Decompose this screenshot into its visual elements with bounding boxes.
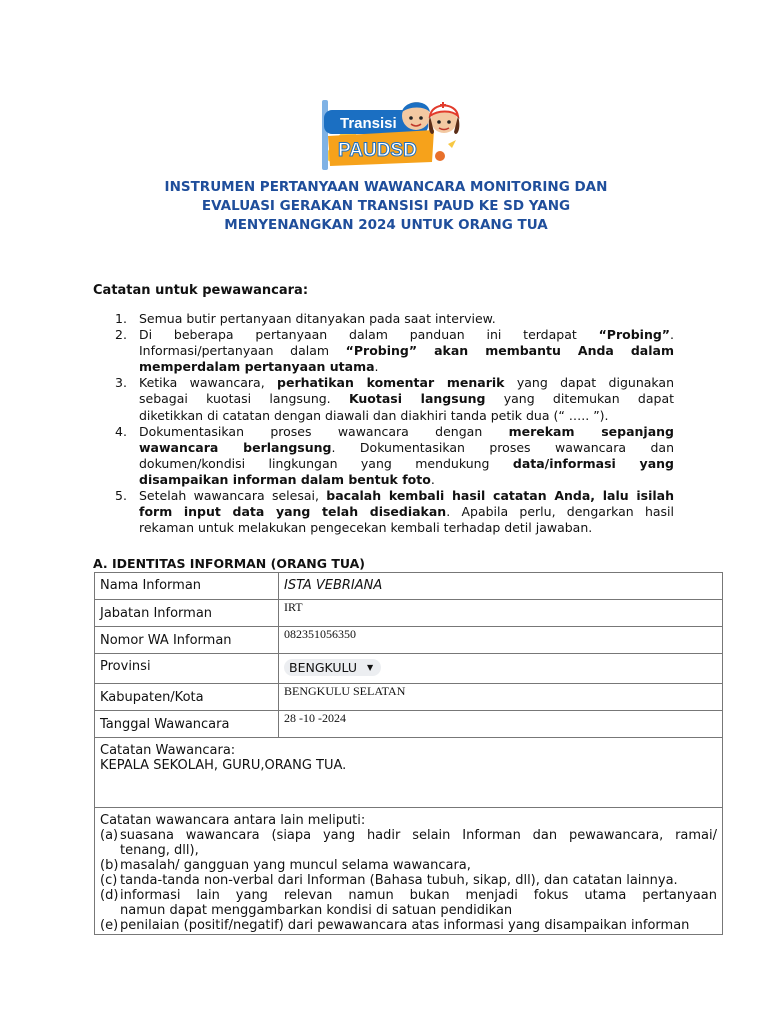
- list-text: namun dapat menggambarkan kondisi di satuan pendidikan: [120, 903, 513, 918]
- note-bold: “Probing”: [598, 327, 671, 343]
- meliputi-item-c: [100, 873, 717, 888]
- chevron-down-icon: ▼: [367, 663, 374, 672]
- provinsi-cell: [279, 654, 723, 684]
- note-bold: bacalah kembali hasil catatan Anda, lalu isilah: [326, 488, 674, 504]
- note-number: 4.: [115, 423, 127, 439]
- note-bold: data/informasi yang: [512, 455, 674, 471]
- meliputi-item-b: [100, 858, 717, 873]
- tanggal-wawancara-field[interactable]: [279, 711, 723, 738]
- title-line: INSTRUMEN PERTANYAAN WAWANCARA MONITORING DAN: [164, 179, 608, 195]
- list-text: penilaian (positif/negatif) dari pewawancara atas informasi yang disampaikan informan: [120, 918, 690, 933]
- note-bold: form input data yang telah disediakan: [139, 504, 447, 520]
- note-text: Semua butir pertanyaan ditanyakan pada saat interview.: [139, 311, 496, 326]
- note-bold: merekam sepanjang: [508, 423, 674, 439]
- list-marker: (c): [100, 873, 118, 888]
- note-text: dokumen/kondisi lingkungan yang mendukung: [139, 455, 513, 471]
- note-text: . Apabila perlu, dengarkan hasil: [446, 504, 675, 520]
- table-row: [95, 808, 723, 935]
- list-marker: (a): [100, 828, 119, 843]
- title-line: MENYENANGKAN 2024 UNTUK ORANG TUA: [224, 217, 548, 233]
- label-nama-informan: Nama Informan: [95, 573, 279, 600]
- list-marker: (d): [100, 888, 119, 903]
- meliputi-item-d: [100, 888, 717, 918]
- section-a-heading: A. IDENTITAS INFORMAN (ORANG TUA): [93, 556, 366, 571]
- provinsi-dropdown[interactable]: [284, 659, 381, 676]
- catatan-wawancara-value: KEPALA SEKOLAH, GURU,ORANG TUA.: [100, 758, 347, 773]
- list-text: tanda-tanda non-verbal dari Informan (Bahasa tubuh, sikap, dll), dan catatan lainnya.: [120, 873, 678, 888]
- provinsi-selected-value: BENGKULU: [289, 660, 358, 675]
- list-text: informasi lain yang relevan namun bukan menjadi fokus utama pertanyaan: [120, 888, 717, 903]
- note-item-3: [115, 375, 674, 423]
- list-marker: (e): [100, 918, 119, 933]
- label-jabatan-informan: Jabatan Informan: [95, 600, 279, 627]
- document-title: [100, 178, 672, 235]
- note-item-4: [115, 424, 674, 488]
- note-text: Ketika wawancara,: [139, 375, 278, 391]
- list-marker: (b): [100, 858, 119, 873]
- list-text: masalah/ gangguan yang muncul selama wawancara,: [120, 858, 471, 873]
- note-text: diketikkan di catatan dengan diawali dan diakhiri tanda petik dua (“ ….. ”).: [139, 407, 609, 423]
- nama-informan-field[interactable]: [279, 573, 723, 600]
- list-text: suasana wawancara (siapa yang hadir selain Informan dan pewawancara, ramai/: [120, 828, 717, 843]
- list-text: tenang, dll),: [120, 843, 199, 858]
- note-bold: disampaikan informan dalam bentuk foto: [139, 471, 431, 487]
- note-text: . Dokumentasikan proses wawancara dan: [331, 439, 674, 455]
- notes-list: [115, 311, 674, 536]
- table-row: [95, 738, 723, 808]
- table-row: [95, 711, 723, 738]
- kabupaten-kota-value: BENGKULU SELATAN: [284, 684, 406, 698]
- note-text: Informasi/pertanyaan dalam: [139, 343, 346, 359]
- logo-graphic: [316, 96, 466, 180]
- note-item-1: [115, 311, 674, 327]
- note-bold: “Probing” akan membantu Anda dalam: [345, 343, 674, 359]
- note-text: Setelah wawancara selesai,: [139, 488, 327, 504]
- note-text: Dokumentasikan proses wawancara dengan: [139, 423, 509, 439]
- meliputi-item-e: [100, 918, 717, 933]
- label-tanggal-wawancara: Tanggal Wawancara: [95, 711, 279, 738]
- meliputi-intro: Catatan wawancara antara lain meliputi:: [100, 813, 366, 828]
- table-row: [95, 573, 723, 600]
- label-kabupaten-kota: Kabupaten/Kota: [95, 684, 279, 711]
- label-nomor-wa: Nomor WA Informan: [95, 627, 279, 654]
- note-text: .: [670, 327, 674, 343]
- note-bold: wawancara berlangsung: [139, 439, 332, 455]
- nomor-wa-field[interactable]: [279, 627, 723, 654]
- note-number: 5.: [115, 488, 127, 504]
- jabatan-informan-field[interactable]: [279, 600, 723, 627]
- note-text: .: [374, 359, 379, 375]
- notes-heading: Catatan untuk pewawancara:: [93, 283, 309, 298]
- note-text: sebagai kuotasi langsung.: [139, 391, 349, 407]
- note-item-5: [115, 488, 674, 536]
- catatan-wawancara-label: Catatan Wawancara:: [100, 743, 236, 758]
- table-row: [95, 654, 723, 684]
- table-row: [95, 600, 723, 627]
- note-text: Di beberapa pertanyaan dalam panduan ini terdapat: [139, 327, 599, 343]
- meliputi-item-a: [100, 828, 717, 858]
- logo-text-paudsd: PAUDSD: [338, 140, 417, 161]
- transisi-paudsd-logo: [316, 96, 466, 180]
- kabupaten-kota-field[interactable]: [279, 684, 723, 711]
- note-number: 2.: [115, 327, 127, 343]
- note-text: yang ditemukan dapat: [485, 391, 675, 407]
- jabatan-informan-value: IRT: [284, 600, 303, 614]
- note-text: .: [430, 471, 435, 487]
- note-bold: perhatikan komentar menarik: [277, 375, 505, 391]
- table-row: [95, 627, 723, 654]
- note-number: 3.: [115, 375, 127, 391]
- table-row: [95, 684, 723, 711]
- note-number: 1.: [115, 311, 127, 326]
- catatan-meliputi-box: [95, 808, 723, 935]
- note-item-2: [115, 327, 674, 375]
- tanggal-wawancara-value: 28 -10 -2024: [284, 711, 346, 725]
- catatan-wawancara-field[interactable]: [95, 738, 723, 808]
- informant-identity-table: [94, 572, 723, 935]
- note-bold: Kuotasi langsung: [348, 391, 486, 407]
- note-text: yang dapat digunakan: [504, 375, 675, 391]
- note-text: rekaman untuk melakukan pengecekan kembali terhadap detil jawaban.: [139, 520, 593, 536]
- nomor-wa-value: 082351056350: [284, 627, 356, 641]
- logo-text-transisi: Transisi: [340, 115, 397, 132]
- note-bold: memperdalam pertanyaan utama: [139, 359, 375, 375]
- title-line: EVALUASI GERAKAN TRANSISI PAUD KE SD YANG: [201, 198, 571, 214]
- label-provinsi: Provinsi: [95, 654, 279, 684]
- nama-informan-value: ISTA VEBRIANA: [284, 578, 383, 593]
